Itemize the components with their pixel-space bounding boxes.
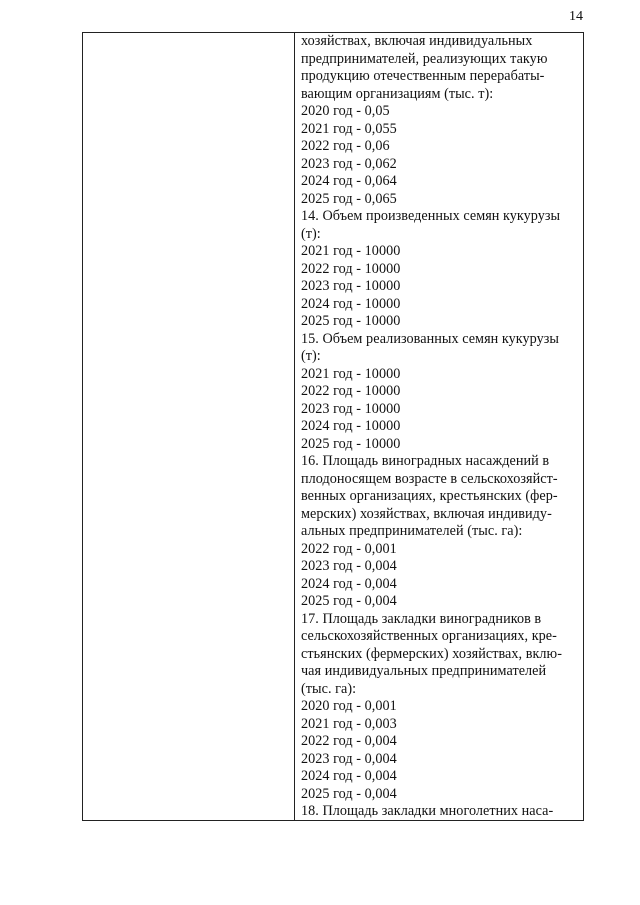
text-line: (т): bbox=[301, 225, 321, 242]
text-line: 2021 год - 10000 bbox=[301, 243, 401, 259]
text-line: 2020 год - 0,001 bbox=[301, 698, 397, 714]
column-divider bbox=[294, 33, 295, 820]
right-column-cell bbox=[301, 33, 583, 821]
text-line: альных предпринимателей (тыс. га): bbox=[301, 523, 523, 539]
document-table bbox=[82, 32, 584, 821]
text-line: венных организациях, крестьянских (фер- bbox=[301, 488, 558, 504]
text-line: 2024 год - 10000 bbox=[301, 295, 401, 312]
text-line: 2023 год - 0,004 bbox=[301, 558, 397, 574]
text-line: 2022 год - 0,001 bbox=[301, 540, 397, 557]
text-line: 2025 год - 10000 bbox=[301, 313, 401, 329]
text-line: сельскохозяйственных организациях, кре- bbox=[301, 628, 557, 644]
text-line: 17. Площадь закладки виноградников в bbox=[301, 610, 542, 627]
text-line: 2024 год - 0,004 bbox=[301, 575, 397, 592]
text-line: мерских) хозяйствах, включая индивиду- bbox=[301, 505, 552, 522]
text-line: 2023 год - 10000 bbox=[301, 400, 401, 417]
text-line: вающим организациям (тыс. т): bbox=[301, 85, 494, 102]
text-line: 2025 год - 0,004 bbox=[301, 785, 397, 802]
text-line: 2024 год - 0,064 bbox=[301, 173, 397, 189]
text-line: 2024 год - 10000 bbox=[301, 418, 401, 434]
text-line: 2022 год - 10000 bbox=[301, 383, 401, 399]
text-line: 2022 год - 0,004 bbox=[301, 733, 397, 749]
text-line: 2022 год - 0,06 bbox=[301, 138, 390, 154]
text-line: (т): bbox=[301, 348, 321, 364]
text-line: 2021 год - 0,055 bbox=[301, 120, 397, 137]
text-line: чая индивидуальных предпринимателей bbox=[301, 663, 547, 679]
text-line: хозяйствах, включая индивидуальных bbox=[301, 33, 533, 49]
text-line: 16. Площадь виноградных насаждений в bbox=[301, 453, 550, 469]
text-line: 2023 год - 0,004 bbox=[301, 750, 397, 767]
text-line: 18. Площадь закладки многолетних наса- bbox=[301, 803, 554, 819]
text-line: продукцию отечественным перерабаты- bbox=[301, 68, 545, 84]
text-line: предпринимателей, реализующих такую bbox=[301, 50, 548, 67]
text-line: 2025 год - 0,004 bbox=[301, 593, 397, 609]
text-line: 2022 год - 10000 bbox=[301, 260, 401, 277]
text-line: стьянских (фермерских) хозяйствах, вклю- bbox=[301, 645, 562, 662]
text-line: 2023 год - 0,062 bbox=[301, 155, 397, 172]
text-line: 2024 год - 0,004 bbox=[301, 768, 397, 784]
text-line: 2023 год - 10000 bbox=[301, 278, 401, 294]
text-line: 2020 год - 0,05 bbox=[301, 103, 390, 119]
text-line: 15. Объем реализованных семян кукурузы bbox=[301, 330, 560, 347]
text-line: (тыс. га): bbox=[301, 680, 357, 697]
text-line: 2025 год - 0,065 bbox=[301, 190, 397, 207]
text-line: 2021 год - 0,003 bbox=[301, 715, 397, 732]
text-line: плодоносящем возрасте в сельскохозяйст- bbox=[301, 470, 558, 487]
page-number: 14 bbox=[569, 9, 583, 24]
text-line: 14. Объем произведенных семян кукурузы bbox=[301, 208, 561, 224]
text-line: 2021 год - 10000 bbox=[301, 365, 401, 382]
text-line: 2025 год - 10000 bbox=[301, 435, 401, 452]
